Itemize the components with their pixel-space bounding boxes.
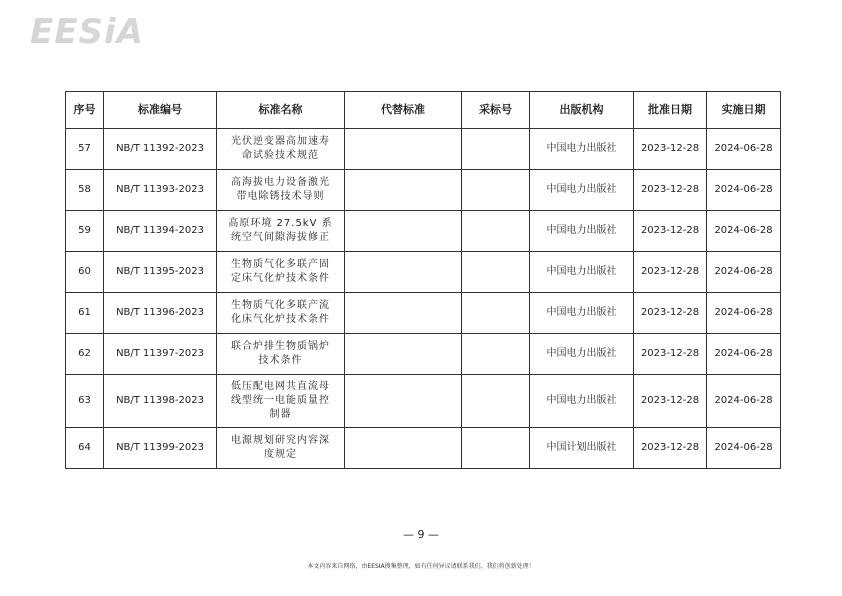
cell-approved: 2023-12-28: [634, 375, 707, 428]
cell-approved: 2023-12-28: [634, 170, 707, 211]
cell-approved: 2023-12-28: [634, 293, 707, 334]
footer-note: 本文内容来自网络，由EESIA搜集整理，如有任何异议请联系我们，我们将创新处理！: [307, 563, 535, 570]
cell-effective: 2024-06-28: [707, 252, 781, 293]
cell-replaces: [345, 170, 462, 211]
cell-replaces: [345, 428, 462, 469]
cell-publisher: 中国电力出版社: [530, 293, 634, 334]
cell-name: 光伏逆变器高加速寿命试验技术规范: [217, 129, 345, 170]
cell-publisher: 中国电力出版社: [530, 252, 634, 293]
header-adopted: 采标号: [462, 92, 530, 129]
cell-adopted: [462, 375, 530, 428]
cell-approved: 2023-12-28: [634, 334, 707, 375]
cell-name: 联合炉排生物质锅炉技术条件: [217, 334, 345, 375]
cell-approved: 2023-12-28: [634, 129, 707, 170]
cell-adopted: [462, 334, 530, 375]
cell-replaces: [345, 375, 462, 428]
cell-effective: 2024-06-28: [707, 293, 781, 334]
cell-no: 63: [66, 375, 104, 428]
cell-no: 60: [66, 252, 104, 293]
header-approved: 批准日期: [634, 92, 707, 129]
cell-code: NB/T 11393-2023: [104, 170, 217, 211]
page-number: — 9 —: [403, 528, 439, 541]
cell-no: 59: [66, 211, 104, 252]
cell-code: NB/T 11395-2023: [104, 252, 217, 293]
cell-code: NB/T 11396-2023: [104, 293, 217, 334]
cell-publisher: 中国电力出版社: [530, 334, 634, 375]
cell-effective: 2024-06-28: [707, 428, 781, 469]
cell-no: 58: [66, 170, 104, 211]
cell-code: NB/T 11392-2023: [104, 129, 217, 170]
table-row: [66, 129, 781, 170]
cell-replaces: [345, 129, 462, 170]
cell-replaces: [345, 211, 462, 252]
header-publisher: 出版机构: [530, 92, 634, 129]
cell-effective: 2024-06-28: [707, 334, 781, 375]
cell-code: NB/T 11397-2023: [104, 334, 217, 375]
cell-name: 生物质气化多联产流化床气化炉技术条件: [217, 293, 345, 334]
header-replaces: 代替标准: [345, 92, 462, 129]
cell-publisher: 中国电力出版社: [530, 211, 634, 252]
cell-effective: 2024-06-28: [707, 375, 781, 428]
table-header-row: [66, 92, 781, 129]
cell-name: 生物质气化多联产固定床气化炉技术条件: [217, 252, 345, 293]
cell-adopted: [462, 211, 530, 252]
header-no: 序号: [66, 92, 104, 129]
cell-effective: 2024-06-28: [707, 211, 781, 252]
cell-name: 电源规划研究内容深度规定: [217, 428, 345, 469]
cell-approved: 2023-12-28: [634, 428, 707, 469]
table-row: [66, 428, 781, 469]
cell-approved: 2023-12-28: [634, 211, 707, 252]
header-code: 标准编号: [104, 92, 217, 129]
cell-publisher: 中国电力出版社: [530, 170, 634, 211]
cell-no: 57: [66, 129, 104, 170]
cell-adopted: [462, 428, 530, 469]
standards-table: [65, 91, 781, 469]
cell-effective: 2024-06-28: [707, 129, 781, 170]
cell-adopted: [462, 129, 530, 170]
cell-replaces: [345, 334, 462, 375]
table-row: [66, 211, 781, 252]
cell-replaces: [345, 293, 462, 334]
table-row: [66, 252, 781, 293]
cell-effective: 2024-06-28: [707, 170, 781, 211]
cell-publisher: 中国电力出版社: [530, 129, 634, 170]
cell-approved: 2023-12-28: [634, 252, 707, 293]
cell-publisher: 中国计划出版社: [530, 428, 634, 469]
cell-name: 高原环境 27.5kV 系统空气间隙海拔修正: [217, 211, 345, 252]
cell-publisher: 中国电力出版社: [530, 375, 634, 428]
eesia-logo: EESiA: [30, 12, 144, 52]
cell-name: 高海拔电力设备激光带电除锈技术导则: [217, 170, 345, 211]
table-row: [66, 375, 781, 428]
cell-no: 62: [66, 334, 104, 375]
cell-adopted: [462, 293, 530, 334]
header-name: 标准名称: [217, 92, 345, 129]
cell-adopted: [462, 252, 530, 293]
header-effective: 实施日期: [707, 92, 781, 129]
table-row: [66, 293, 781, 334]
cell-code: NB/T 11398-2023: [104, 375, 217, 428]
cell-no: 64: [66, 428, 104, 469]
cell-adopted: [462, 170, 530, 211]
cell-name: 低压配电网共直流母线型统一电能质量控制器: [217, 375, 345, 428]
table-row: [66, 170, 781, 211]
cell-code: NB/T 11399-2023: [104, 428, 217, 469]
cell-replaces: [345, 252, 462, 293]
table-row: [66, 334, 781, 375]
cell-code: NB/T 11394-2023: [104, 211, 217, 252]
cell-no: 61: [66, 293, 104, 334]
